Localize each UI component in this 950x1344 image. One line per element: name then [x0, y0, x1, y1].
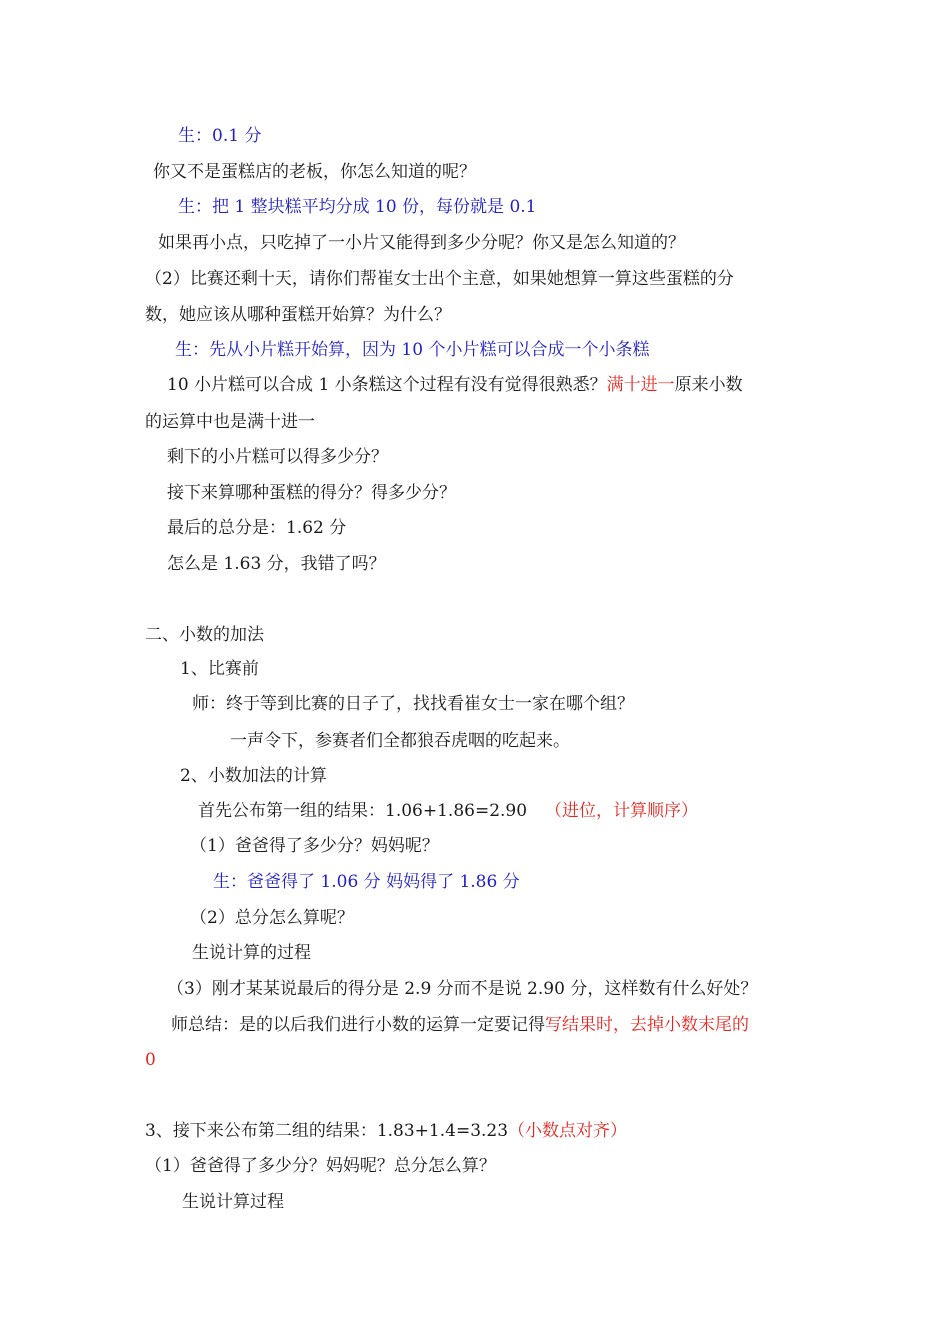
narration-line: 一声令下，参赛者们全都狼吞虎咽的吃起来。	[230, 731, 570, 751]
result-line	[145, 1119, 627, 1143]
result-text: 首先公布第一组的结果：1.06+1.86=2.90	[198, 801, 528, 821]
teacher-question: 怎么是 1.63 分，我错了吗？	[167, 554, 386, 574]
emphasis-text: 0	[145, 1050, 156, 1070]
paragraph-text: 生说计算的过程	[192, 943, 311, 963]
teacher-line: 师：终于等到比赛的日子了，找找看崔女士一家在哪个组？	[192, 694, 634, 714]
paragraph-text: 10 小片糕可以合成 1 小条糕这个过程有没有觉得很熟悉？	[167, 375, 607, 395]
paragraph-text: 原来小数	[674, 375, 743, 395]
question-line: （3）刚才某某说最后的得分是 2.9 分而不是说 2.90 分，这样数有什么好处？	[167, 979, 758, 999]
teacher-question: 剩下的小片糕可以得多少分？	[167, 447, 388, 467]
emphasis-text: （进位，计算顺序）	[545, 801, 699, 821]
student-answer: 生：爸爸得了 1.06 分 妈妈得了 1.86 分	[213, 872, 520, 892]
section-heading: 二、小数的加法	[145, 625, 264, 645]
emphasis-text: （小数点对齐）	[508, 1121, 628, 1141]
teacher-question: 如果再小点，只吃掉了一小片又能得到多少分呢？你又是怎么知道的？	[158, 233, 685, 253]
emphasis-text: 写结果时，去掉小数末尾的	[545, 1015, 749, 1035]
student-answer: 生：把 1 整块糕平均分成 10 份，每份就是 0.1	[178, 197, 537, 217]
summary-line	[171, 1013, 749, 1037]
subsection-heading: 2、小数加法的计算	[180, 766, 327, 786]
student-answer-0-1: 生：0.1 分	[178, 126, 262, 146]
teacher-question: 你又不是蛋糕店的老板，你怎么知道的呢？	[153, 162, 476, 182]
total-score: 最后的总分是：1.62 分	[167, 518, 347, 538]
summary-text: 师总结：是的以后我们进行小数的运算一定要记得	[171, 1015, 545, 1035]
paragraph-text: 生说计算过程	[182, 1192, 284, 1212]
student-answer: 生：先从小片糕开始算，因为 10 个小片糕可以合成一个小条糕	[175, 340, 650, 360]
result-text: 3、接下来公布第二组的结果：1.83+1.4=3.23	[145, 1121, 509, 1141]
paragraph-text: 的运算中也是满十进一	[145, 412, 315, 432]
teacher-question: 接下来算哪种蛋糕的得分？得多少分？	[167, 483, 456, 503]
subsection-heading: 1、比赛前	[180, 659, 259, 679]
result-line	[198, 799, 698, 823]
carry-paragraph	[145, 368, 815, 403]
question-line: （1）爸爸得了多少分？妈妈呢？	[190, 836, 439, 856]
question-2-line1: （2）比赛还剩十天，请你们帮崔女士出个主意，如果她想算一算这些蛋糕的分	[145, 269, 734, 289]
emphasis-text: 满十进一	[606, 375, 675, 395]
question-line: （2）总分怎么算呢？	[190, 908, 354, 928]
question-2-line2: 数，她应该从哪种蛋糕开始算？为什么？	[145, 305, 451, 325]
question-line: （1）爸爸得了多少分？妈妈呢？总分怎么算？	[145, 1156, 496, 1176]
